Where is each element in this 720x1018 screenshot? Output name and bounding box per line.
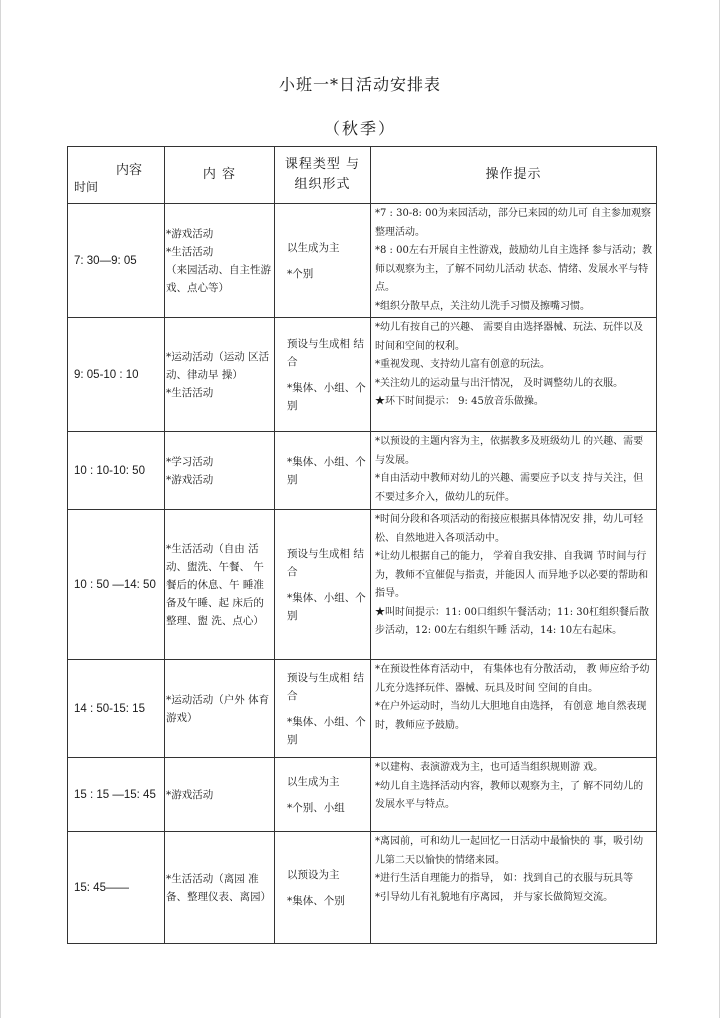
header-content: 内 容 [165, 147, 275, 204]
header-tips: 操作提示 [371, 147, 657, 204]
tip-item: ★叫时间提示：11: 00口组织午餐活动；11: 30杠组织餐后散步活动，12: 00左右组织午睡 活动，14: 10左右起床。 [375, 606, 649, 636]
tip-item: *时间分段和各项活动的衔接应根据具体情况安 排，幼儿可轻松、自然地进入各项活动中。 [375, 514, 644, 544]
activity-item: *游戏活动 [166, 227, 214, 240]
course-form-item: 以生成为主 [287, 241, 340, 254]
table-row [68, 758, 657, 832]
activities-cell [165, 832, 275, 944]
course-form-item: *集体、个别 [287, 894, 345, 907]
table-header-row [68, 147, 657, 204]
course-form-cell [275, 758, 371, 832]
schedule-table [67, 146, 657, 944]
course-form-cell [275, 832, 371, 944]
activity-item: （来园活动、自主性游戏、点心等） [166, 263, 271, 294]
course-form-item: 预设与生成相 结合 [287, 337, 364, 368]
document-title: 小班一*日活动安排表 [278, 75, 441, 94]
table-row [68, 204, 657, 318]
time-cell: 7: 30—9: 05 [68, 204, 165, 318]
tip-item: *在户外运动时，当幼儿大胆地自由选择， 有创意 地自然表现时，教师应予鼓励。 [375, 701, 647, 731]
activity-item: *运动活动（运动 区活动、律动早 操） [166, 350, 270, 381]
activity-item: *运动活动（户外 体育游戏） [166, 693, 270, 724]
tip-item: *关注幼儿的运动量与出汗情况， 及时调整幼儿的衣服。 [375, 377, 624, 389]
course-form-item: *个别、小组 [287, 801, 345, 814]
activity-item: *游戏活动 [166, 788, 214, 801]
activity-item: *生活活动 [166, 386, 214, 399]
course-form-cell [275, 510, 371, 660]
header-time-bottom: 时间 [74, 180, 99, 194]
tips-cell [371, 832, 657, 944]
activities-cell [165, 318, 275, 432]
activities-cell [165, 432, 275, 510]
tip-item: *8 : 00左右开展自主性游戏，鼓励幼儿自主选择 参与活动；教师以观察为主，了解不同幼儿活动 状态、情绪、发展水平与特点。 [375, 245, 652, 293]
tip-item: *重视发现、支持幼儿富有创意的玩法。 [375, 359, 550, 370]
tips-cell [371, 204, 657, 318]
tips-cell [371, 660, 657, 758]
activity-item: *生活活动 [166, 245, 214, 258]
activity-item: *生活活动（离园 准备、整理仪表、离园） [166, 872, 271, 903]
course-form-item: *集体、小组、个别 [287, 591, 366, 622]
course-form-cell [275, 432, 371, 510]
activities-cell [165, 758, 275, 832]
course-form-item: *个别 [287, 267, 314, 280]
header-content-time-cell [68, 147, 165, 204]
tip-item: ★环下时间提示： 9: 45放音乐做操。 [375, 396, 544, 407]
tips-cell [371, 758, 657, 832]
tip-item: *以建构、表演游戏为主，也可适当组织规则游 戏。 [375, 762, 604, 773]
tip-item: *以预设的主题内容为主，依据教多及班级幼儿 的兴趣、需要与发展。 [375, 436, 644, 466]
tip-item: *在预设性体育活动中， 有集体也有分散活动， 教 师应给予幼儿充分选择玩伴、器械、玩具及时间 空间的自由。 [375, 664, 650, 694]
page-left-edge [0, 0, 1, 1018]
tip-item: *组织分散早点，关注幼儿洗手习惯及擦嘴习惯。 [375, 300, 590, 312]
course-form-item: *集体、小组、个别 [287, 715, 366, 746]
time-cell: 14 : 50-15: 15 [68, 660, 165, 758]
tip-item: *幼儿有按自己的兴趣、 需要自由选择器械、玩法、玩伴以及时间和空间的权利。 [375, 322, 644, 352]
course-form-cell [275, 660, 371, 758]
tip-item: *离园前，可和幼儿一起回忆一日活动中最愉快的 事，吸引幼儿第二天以愉快的情绪来园。 [375, 836, 644, 866]
tip-item: *7 : 30-8: 00为来园活动，部分已来园的幼儿可 自主参加观察整理活动。 [375, 208, 652, 238]
activity-item: *生活活动（自由 活动、盥洗、午餐、 午餐后的休息、午 睡准备及午睡、起 床后的整理、盥 洗、点心） [166, 542, 264, 627]
course-form-item: 以预设为主 [287, 868, 340, 881]
course-form-item: 以生成为主 [287, 775, 340, 788]
tip-item: *自由活动中教师对幼儿的兴趣、需要应予以支 持与关注，但不要过多介入，做幼儿的玩伴。 [375, 473, 644, 503]
time-cell: 15 : 15 —15: 45 [68, 758, 165, 832]
time-cell: 10 : 10-10: 50 [68, 432, 165, 510]
table-row [68, 660, 657, 758]
table-row [68, 510, 657, 660]
tips-cell [371, 510, 657, 660]
table-row [68, 318, 657, 432]
tip-item: *幼儿自主选择活动内容，教师以观察为主，了 解不同幼儿的发展水平与特点。 [375, 780, 644, 810]
tip-item: *进行生活自理能力的指导， 如：找到自己的衣服与玩具等 [375, 873, 634, 884]
time-cell: 15: 45—— [68, 832, 165, 944]
table-row [68, 832, 657, 944]
tips-cell [371, 318, 657, 432]
time-cell: 10 : 50 —14: 50 [68, 510, 165, 660]
table-row [68, 432, 657, 510]
activities-cell [165, 660, 275, 758]
activities-cell [165, 510, 275, 660]
header-course-type-text: 课程类型 与组织形式 [284, 157, 361, 192]
tips-cell [371, 432, 657, 510]
course-form-item: *集体、小组、个别 [287, 381, 366, 412]
header-course-type [275, 147, 371, 204]
activities-cell [165, 204, 275, 318]
activity-item: *学习活动 [166, 455, 214, 468]
course-form-cell [275, 318, 371, 432]
course-form-item: 预设与生成相 结合 [287, 547, 364, 578]
course-form-item: 预设与生成相 结合 [287, 671, 364, 702]
course-form-cell [275, 204, 371, 318]
tip-item: *引导幼儿有礼貌地有序离园， 并与家长做简短交流。 [375, 891, 614, 903]
course-form-item: *集体、小组、个别 [287, 455, 366, 486]
header-content-top: 内容 [115, 163, 142, 178]
time-cell: 9: 05-10 : 10 [68, 318, 165, 432]
document-subtitle: （秋季） [323, 119, 396, 138]
activity-item: *游戏活动 [166, 473, 214, 486]
tip-item: *让幼儿根据自己的能力， 学着自我安排、自我调 节时间与行为，教师不宜催促与指责，并能因人 而异地予以必要的帮助和指导。 [375, 551, 649, 599]
